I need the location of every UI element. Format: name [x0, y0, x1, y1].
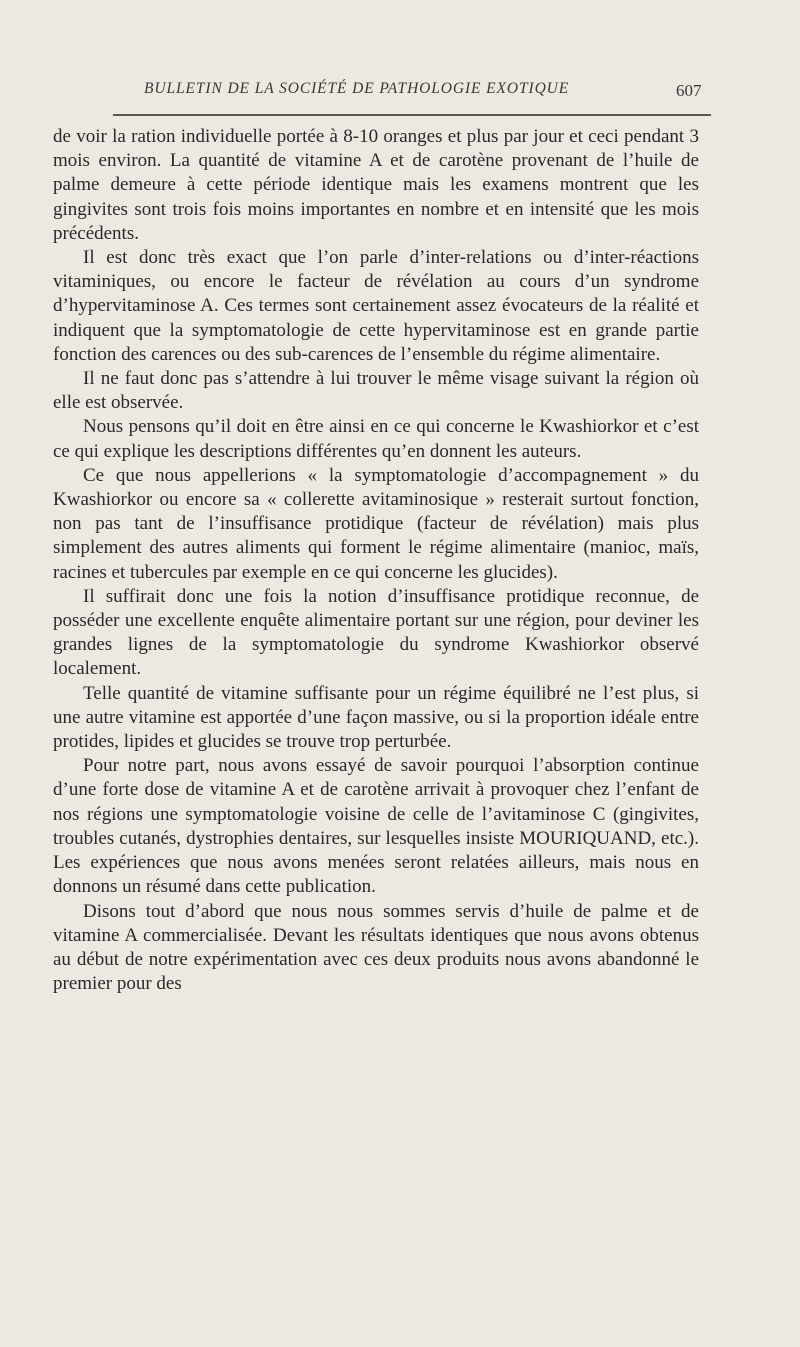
- paragraph: Pour notre part, nous avons essayé de savoir pourquoi l’absorption continue d’une forte dose de vitamine A et de carotène arrivait à provoquer chez l’enfant de nos régions une symptomatologie voisine de celle de l’avitaminose C (gingivites, troubles cutanés, dystrophies dentaires, sur lesquelles insiste MOURIQUAND, etc.). Les expériences que nous avons menées seront relatées ailleurs, mais nous en donnons un résumé dans cette publication.: [53, 755, 699, 898]
- paragraph: Disons tout d’abord que nous nous sommes servis d’huile de palme et de vitamine A commercialisée. Devant les résultats identiques que nous avons obtenus au début de notre expérimentation avec ces deux produits nous avons abandonné le premier pour des: [53, 900, 699, 995]
- page-number: 607: [676, 81, 702, 100]
- journal-title: BULLETIN DE LA SOCIÉTÉ DE PATHOLOGIE EXOTIQUE: [144, 80, 570, 97]
- running-head: [0, 80, 800, 104]
- body-text: [53, 125, 699, 996]
- paragraph: de voir la ration individuelle portée à 8-10 oranges et plus par jour et ceci pendant 3 mois environ. La quantité de vitamine A et de carotène provenant de l’huile de palme demeure à cette période identique mais les examens montrent que les gingivites sont trois fois moins importantes en nombre et en intensité que les mois précédents.: [53, 126, 699, 244]
- paragraph: Telle quantité de vitamine suffisante pour un régime équilibré ne l’est plus, si une autre vitamine est apportée d’une façon massive, ou si la proportion idéale entre protides, lipides et glucides se trouve trop perturbée.: [53, 682, 699, 753]
- paragraph: Ce que nous appellerions « la symptomatologie d’accompagnement » du Kwashiorkor ou encore sa « collerette avitaminosique » resterait surtout fonction, non pas tant de l’insuffisance protidique (facteur de révélation) mais plus simplement des autres aliments qui forment le régime alimentaire (manioc, maïs, racines et tubercules par exemple en ce qui concerne les glucides).: [53, 464, 699, 583]
- paragraph: Il est donc très exact que l’on parle d’inter-relations ou d’inter-réactions vitaminiques, ou encore le facteur de révélation au cours d’un syndrome d’hypervitaminose A. Ces termes sont certainement assez évocateurs de la réalité et indiquent que la symptomatologie de cette hypervitaminose est en grande partie fonction des carences ou des sub-carences de l’ensemble du régime alimentaire.: [53, 247, 699, 365]
- paragraph: Il suffirait donc une fois la notion d’insuffisance protidique reconnue, de posséder une excellente enquête alimentaire portant sur une région, pour deviner les grandes lignes de la symptomatologie du syndrome Kwashiorkor observé localement.: [53, 585, 699, 680]
- header-rule: [113, 114, 711, 116]
- paragraph: Nous pensons qu’il doit en être ainsi en ce qui concerne le Kwashiorkor et c’est ce qui explique les descriptions différentes qu’en donnent les auteurs.: [53, 416, 699, 462]
- paragraph: Il ne faut donc pas s’attendre à lui trouver le même visage suivant la région où elle est observée.: [53, 368, 699, 414]
